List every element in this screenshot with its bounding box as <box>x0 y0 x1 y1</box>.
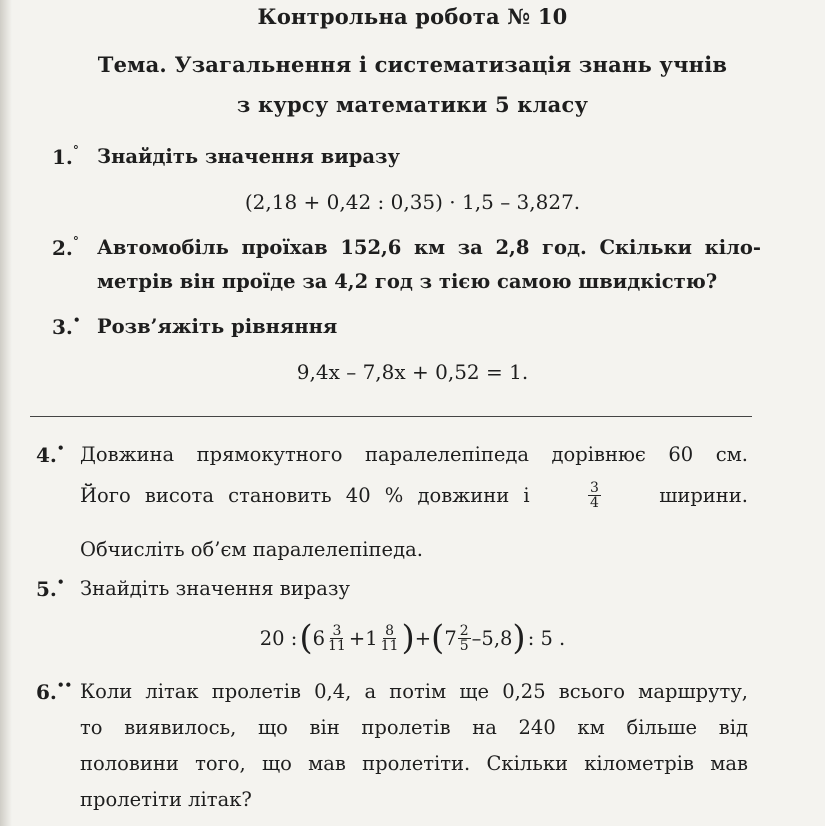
problem-4-line-2 <box>80 481 748 510</box>
problem-1-text: Знайдіть значення виразу <box>97 145 400 168</box>
problem-6-line-3: половини того, що мав пролетіти. Скільки кілометрів мав <box>80 752 748 775</box>
mixed-number-7-2-5: 7 $\frac{2}{5}$ <box>444 622 469 654</box>
problem-2-line-2: метрів він проїде за 4,2 год з тією самою швидкістю? <box>97 270 718 293</box>
mixed-number-1-8-11: 1 $\frac{8}{11}$ <box>365 622 399 654</box>
page-title: Контрольна робота № 10 <box>257 4 568 29</box>
problem-3-number: 3.• <box>52 313 81 339</box>
problem-4-line-2-text: Його висота становить 40 % довжини і <box>80 484 530 507</box>
topic-line-1: Тема. Узагальнення і систематизація знань учнів <box>97 52 728 77</box>
problem-3-text: Розв’яжіть рівняння <box>97 315 338 338</box>
problem-4-line-3: Обчисліть об’єм паралелепіпеда. <box>80 538 423 561</box>
section-divider <box>30 416 752 417</box>
problem-4-number: 4.• <box>36 441 65 467</box>
fraction-three-quarters: $\frac{3}{4}$ <box>589 480 599 511</box>
topic-line-2: з курсу математики 5 класу <box>236 92 589 117</box>
problem-6-line-1: Коли літак пролетів 0,4, а потім ще 0,25 всього маршруту, <box>80 680 748 703</box>
problem-5-expression: 20 : ( 6 $\frac{3}{11}$ + 1 $\frac{8}{11}$ ) + ( 7 $\frac{2}{5}$ – 5,8 ) : 5 . <box>259 618 566 658</box>
problem-6-line-2: то виявилось, що він пролетів на 240 км більше від <box>80 716 748 739</box>
problem-3-expression: 9,4x – 7,8x + 0,52 = 1. <box>296 360 529 384</box>
problem-6-number: 6.•• <box>36 678 73 704</box>
problem-1-expression: (2,18 + 0,42 : 0,35) · 1,5 – 3,827. <box>244 190 581 214</box>
problem-4-line-2-end: ширини. <box>659 484 748 507</box>
problem-5-text: Знайдіть значення виразу <box>80 577 350 600</box>
problem-6-line-4: пролетіти літак? <box>80 788 252 811</box>
problem-5-number: 5.• <box>36 575 65 601</box>
mixed-number-6-3-11: 6 $\frac{3}{11}$ <box>312 622 346 654</box>
problem-2-number: 2.° <box>52 234 79 260</box>
page-edge-shadow <box>0 0 12 826</box>
problem-4-line-1: Довжина прямокутного паралелепіпеда дорівнює 60 см. <box>80 443 748 466</box>
problem-1-number: 1.° <box>52 143 79 169</box>
problem-2-line-1: Автомобіль проїхав 152,6 км за 2,8 год. Скільки кіло- <box>97 236 761 259</box>
